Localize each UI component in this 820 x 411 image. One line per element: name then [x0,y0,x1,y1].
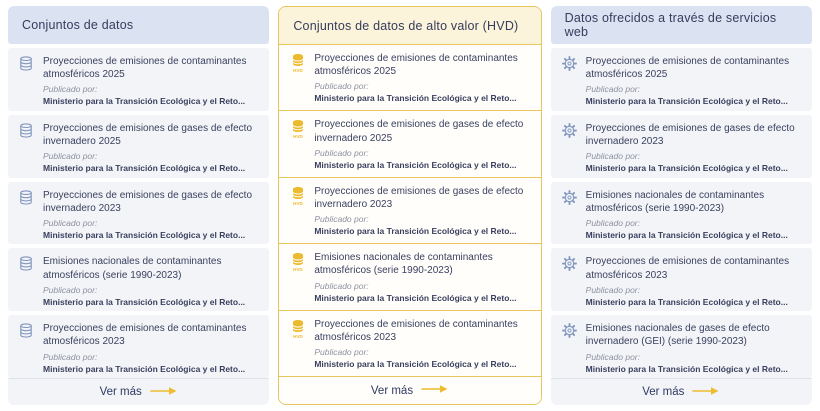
database-icon [19,189,36,240]
publisher-name: Ministerio para la Transición Ecológica y el Reto... [43,296,246,307]
arrow-right-icon [421,384,449,397]
ver-mas-link-datasets[interactable] [8,378,269,405]
web-service-gear-icon [562,189,579,240]
dataset-title: Proyecciones de emisiones de gases de efecto invernadero 2023 [585,122,795,147]
dataset-title: Proyecciones de emisiones de contaminantes atmosféricos 2023 [43,323,247,348]
published-by-label: Publicado por: [314,214,369,225]
svg-text:HVD: HVD [293,200,304,206]
dataset-item[interactable] [551,48,812,111]
panel-datasets [8,6,269,405]
dataset-item-text [586,322,802,373]
published-by-label: Publicado por: [43,217,98,228]
dataset-title: Proyecciones de emisiones de contaminantes atmosféricos 2025 [43,56,247,81]
dataset-title: Proyecciones de emisiones de gases de efecto invernadero 2023 [314,185,524,210]
published-by-label: Publicado por: [43,151,98,162]
publisher-name: Ministerio para la Transición Ecológica y el Reto... [43,96,246,107]
panel-hvd-list [279,45,540,377]
dataset-item[interactable] [551,315,812,378]
publisher-name: Ministerio para la Transición Ecológica y el Reto... [585,163,788,174]
publisher-name: Ministerio para la Transición Ecológica y el Reto... [585,230,788,241]
arrow-right-icon [150,386,178,399]
published-by-label: Publicado por: [585,351,640,362]
published-by-label: Publicado por: [585,217,640,228]
dataset-title: Emisiones nacionales de contaminantes atmosféricos (serie 1990-2023) [43,256,222,281]
dataset-item[interactable] [279,178,540,244]
dataset-title: Proyecciones de emisiones de contaminantes atmosféricos 2025 [585,56,790,81]
publisher-name: Ministerio para la Transición Ecológica y el Reto... [314,159,517,170]
published-by-label: Publicado por: [43,351,98,362]
dataset-title: Proyecciones de emisiones de gases de efecto invernadero 2025 [43,122,253,147]
published-by-label: Publicado por: [314,347,369,357]
svg-text:HVD: HVD [293,333,304,339]
ver-mas-label: Ver más [99,386,142,398]
dataset-item[interactable] [279,244,540,310]
hvd-database-icon [290,118,307,171]
panel-web-services-list [551,48,812,378]
database-icon [19,255,36,306]
web-service-gear-icon [562,255,579,306]
publisher-name: Ministerio para la Transición Ecológica y el Reto... [314,226,517,237]
dataset-item[interactable] [8,115,269,178]
dataset-item-text [314,52,530,105]
dataset-item[interactable] [551,182,812,245]
dataset-item-text [43,55,259,106]
svg-text:HVD: HVD [293,267,304,273]
dataset-title: Proyecciones de emisiones de gases de efecto invernadero 2023 [43,189,253,214]
dataset-item[interactable] [8,48,269,111]
database-icon [19,322,36,373]
panel-datasets-list [8,48,269,378]
publisher-name: Ministerio para la Transición Ecológica y el Reto... [585,96,788,107]
panel-web-services-title: Datos ofrecidos a través de servicios web [551,6,812,44]
dataset-item-text [43,189,259,240]
dataset-item[interactable] [279,311,540,377]
database-icon [19,122,36,173]
dataset-item-text [43,322,259,373]
svg-text:HVD: HVD [293,68,304,73]
dataset-item[interactable] [551,248,812,311]
dataset-item[interactable] [8,315,269,378]
hvd-database-icon [290,251,307,304]
publisher-name: Ministerio para la Transición Ecológica y el Reto... [43,363,246,374]
panel-hvd-title: Conjuntos de datos de alto valor (HVD) [279,7,540,45]
panel-datasets-title: Conjuntos de datos [8,6,269,44]
hvd-database-icon [290,185,307,238]
web-service-gear-icon [562,55,579,106]
dataset-item-text [314,118,530,171]
publisher-name: Ministerio para la Transición Ecológica y el Reto... [43,230,246,241]
dataset-title: Proyecciones de emisiones de contaminantes atmosféricos 2023 [314,318,518,343]
published-by-label: Publicado por: [585,84,640,95]
dataset-item-text [586,55,802,106]
publisher-name: Ministerio para la Transición Ecológica y el Reto... [314,93,517,104]
dataset-item-text [314,318,530,371]
web-service-gear-icon [562,322,579,373]
ver-mas-label: Ver más [642,386,685,398]
publisher-name: Ministerio para la Transición Ecológica y el Reto... [43,163,246,174]
web-service-gear-icon [562,122,579,173]
hvd-database-icon [290,52,307,105]
published-by-label: Publicado por: [43,84,98,95]
published-by-label: Publicado por: [314,280,369,291]
dataset-item-text [586,255,802,306]
published-by-label: Publicado por: [43,284,98,295]
hvd-database-icon [290,318,307,371]
arrow-right-icon [692,386,720,399]
dataset-item[interactable] [551,115,812,178]
published-by-label: Publicado por: [314,81,369,92]
database-icon [19,55,36,106]
ver-mas-link-web-services[interactable] [551,378,812,405]
published-by-label: Publicado por: [314,147,369,158]
panel-web-services [551,6,812,405]
dataset-title: Emisiones nacionales de contaminantes atmosféricos (serie 1990-2023) [314,252,493,277]
publisher-name: Ministerio para la Transición Ecológica y el Reto... [585,363,788,374]
published-by-label: Publicado por: [585,151,640,162]
dataset-title: Proyecciones de emisiones de gases de efecto invernadero 2025 [314,119,524,144]
panel-hvd [278,6,541,405]
dataset-item-text [43,255,259,306]
dataset-title: Proyecciones de emisiones de contaminantes atmosféricos 2025 [314,53,518,78]
ver-mas-label: Ver más [370,384,414,397]
dataset-item-text [314,251,530,304]
publisher-name: Ministerio para la Transición Ecológica y el Reto... [314,292,517,303]
dataset-item-text [586,189,802,240]
publisher-name: Ministerio para la Transición Ecológica y el Reto... [585,296,788,307]
dataset-title: Proyecciones de emisiones de contaminantes atmosféricos 2023 [585,256,790,281]
svg-text:HVD: HVD [293,134,304,140]
published-by-label: Publicado por: [585,284,640,295]
dataset-title: Emisiones nacionales de gases de efecto invernadero (GEI) (serie 1990-2023) [585,323,770,348]
ver-mas-link-hvd[interactable] [279,377,540,404]
dataset-title: Emisiones nacionales de contaminantes atmosféricos (serie 1990-2023) [585,189,765,214]
dataset-item[interactable] [279,111,540,177]
dataset-item[interactable] [8,182,269,245]
dataset-item-text [43,122,259,173]
dataset-item-text [314,185,530,238]
dataset-item[interactable] [279,45,540,111]
dataset-item-text [586,122,802,173]
dataset-item[interactable] [8,248,269,311]
publisher-name: Ministerio para la Transición Ecológica y el Reto... [314,359,517,370]
